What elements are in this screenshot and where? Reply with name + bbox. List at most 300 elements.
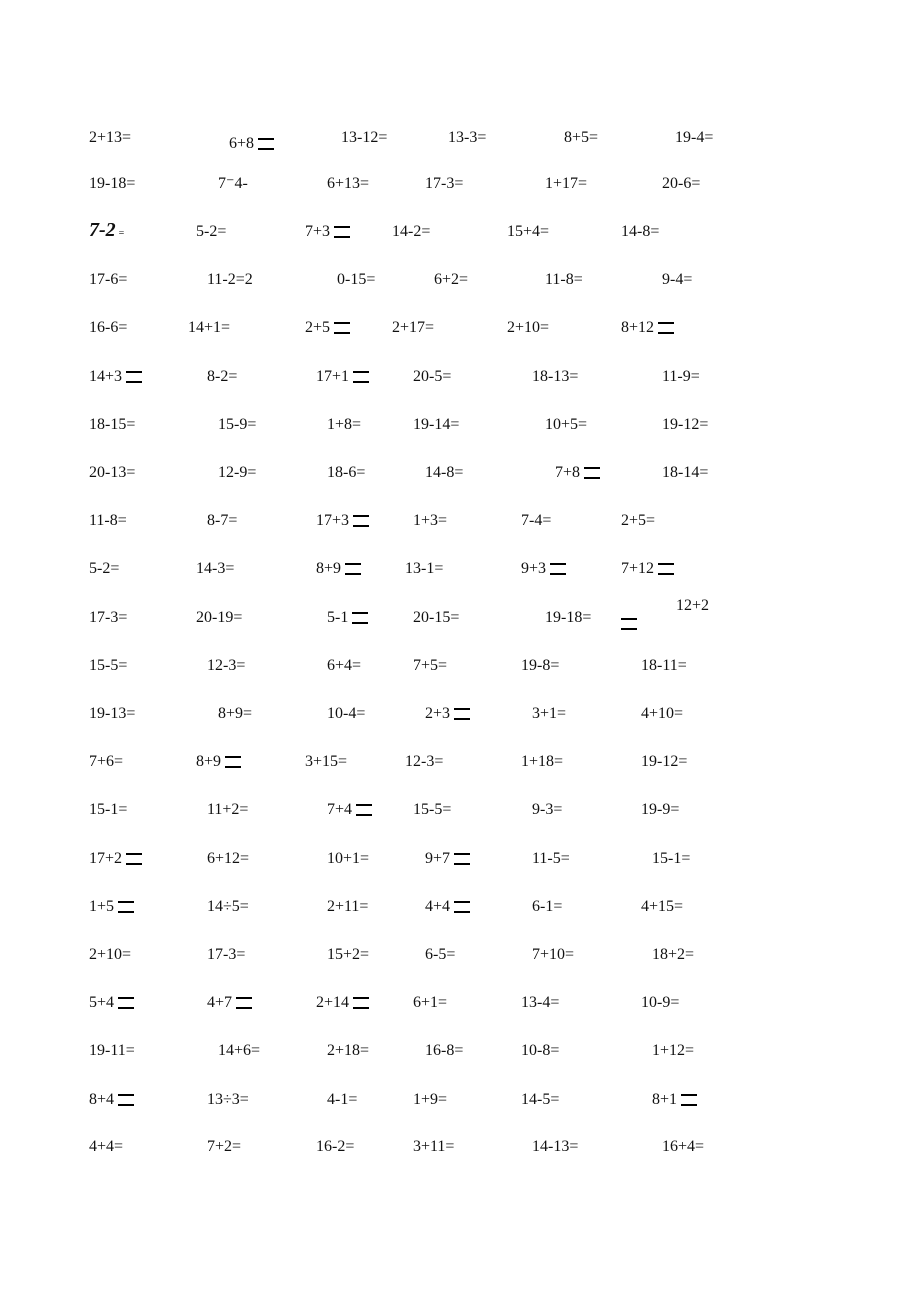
math-problem — [207, 270, 253, 290]
math-problem — [425, 174, 463, 194]
math-problem — [327, 1090, 357, 1110]
problem-text: 11-8= — [89, 512, 127, 529]
equals-bars-icon — [658, 322, 674, 334]
problem-text: 1+18= — [521, 753, 564, 770]
problem-text: 8+12 — [621, 319, 655, 336]
problem-row — [0, 415, 920, 445]
math-problem — [621, 511, 655, 531]
problem-text: 7-4= — [521, 512, 552, 529]
math-problem — [413, 1137, 454, 1157]
math-problem — [207, 897, 249, 917]
math-problem — [89, 128, 131, 148]
problem-text: 10-9= — [641, 994, 680, 1011]
problem-text: 6+2= — [434, 271, 469, 288]
math-problem — [89, 511, 127, 531]
problem-text: 13-4= — [521, 994, 560, 1011]
math-problem — [405, 752, 443, 772]
equals-bars-icon — [550, 563, 566, 575]
math-problem — [327, 463, 365, 483]
problem-text: 4+10= — [641, 705, 684, 722]
problem-text: 9+7 — [425, 850, 451, 867]
math-problem — [196, 559, 234, 579]
math-problem — [405, 559, 443, 579]
problem-text: 18-14= — [662, 464, 709, 481]
equals-bars-icon — [118, 901, 134, 913]
problem-text: 17+2 — [89, 850, 123, 867]
math-problem — [89, 993, 134, 1013]
math-problem — [305, 752, 347, 772]
problem-row — [0, 128, 920, 158]
problem-text: 2+5= — [621, 512, 656, 529]
problem-text: 8+9 — [316, 560, 342, 577]
math-problem — [316, 1137, 354, 1157]
problem-text: 2+14 — [316, 994, 350, 1011]
problem-text: 8+1 — [652, 1091, 678, 1108]
math-problem — [327, 1041, 369, 1061]
problem-text: 15-1= — [652, 850, 691, 867]
problem-text: 17-3= — [89, 609, 128, 626]
problem-text: 8+9 — [196, 753, 222, 770]
problem-text: 11-5= — [532, 850, 570, 867]
problem-text: 16+4= — [662, 1138, 705, 1155]
problem-text: 20-15= — [413, 609, 460, 626]
math-problem — [621, 559, 674, 579]
problem-text: 6+13= — [327, 175, 370, 192]
problem-text: 19-12= — [662, 416, 709, 433]
problem-text: 12-3= — [405, 753, 444, 770]
equals-bars-icon — [454, 853, 470, 865]
math-problem — [545, 415, 587, 435]
math-problem — [392, 222, 430, 242]
math-problem — [305, 222, 350, 242]
math-problem — [521, 752, 563, 772]
math-problem — [327, 174, 369, 194]
problem-text: 3+15= — [305, 753, 348, 770]
problem-text: 17-3= — [207, 946, 246, 963]
problem-text: 8+4 — [89, 1091, 115, 1108]
math-problem — [89, 270, 127, 290]
math-problem — [641, 800, 679, 820]
math-problem — [425, 849, 470, 869]
math-problem — [413, 415, 459, 435]
math-problem — [641, 656, 687, 676]
problem-text: 10+1= — [327, 850, 370, 867]
problem-text: 18+2= — [652, 946, 695, 963]
problem-text: 14-8= — [425, 464, 464, 481]
math-problem — [218, 704, 252, 724]
problem-row — [0, 270, 920, 300]
problem-text: 10+5= — [545, 416, 588, 433]
problem-text: 9-4= — [662, 271, 693, 288]
problem-text: 7+5= — [413, 657, 448, 674]
math-problem — [413, 800, 451, 820]
problem-row — [0, 597, 920, 638]
problem-text: 6-5= — [425, 946, 456, 963]
math-problem — [89, 1041, 135, 1061]
math-problem — [425, 897, 470, 917]
problem-text: 15-9= — [218, 416, 257, 433]
math-problem — [89, 463, 135, 483]
math-problem — [532, 1137, 578, 1157]
problem-text: 18-6= — [327, 464, 366, 481]
equals-bars-icon — [353, 515, 369, 527]
problem-text: 18-15= — [89, 416, 136, 433]
problem-row — [0, 174, 920, 204]
problem-text: 7+6= — [89, 753, 124, 770]
math-problem — [662, 415, 708, 435]
math-problem — [327, 704, 365, 724]
math-problem — [652, 1090, 697, 1110]
math-problem — [327, 800, 372, 820]
math-problem — [521, 1090, 559, 1110]
math-problem — [316, 367, 369, 387]
problem-text: 2+18= — [327, 1042, 370, 1059]
problem-text: 19-18= — [545, 609, 592, 626]
problem-text: 11-9= — [662, 368, 700, 385]
math-problem — [207, 367, 237, 387]
math-problem — [89, 367, 142, 387]
math-problem — [425, 1041, 463, 1061]
problem-text: 14-5= — [521, 1091, 560, 1108]
problem-row — [0, 219, 920, 252]
problem-text: 1+5 — [89, 898, 115, 915]
problem-text: 20-5= — [413, 368, 452, 385]
math-problem — [89, 752, 123, 772]
math-problem — [532, 897, 562, 917]
problem-text: 19-12= — [641, 753, 688, 770]
problem-text: 4+4 — [425, 898, 451, 915]
math-problem — [89, 318, 127, 338]
problem-text: 4+15= — [641, 898, 684, 915]
math-problem — [521, 559, 566, 579]
math-problem — [89, 174, 135, 194]
problem-text: 8+5= — [564, 129, 599, 146]
math-problem — [676, 596, 709, 616]
math-problem — [413, 511, 447, 531]
problem-text: 6-1= — [532, 898, 563, 915]
equals-bars-icon — [334, 322, 350, 334]
problem-row — [0, 945, 920, 975]
math-problem — [532, 800, 562, 820]
problem-text: 2+5 — [305, 319, 331, 336]
problem-text: 17+1 — [316, 368, 350, 385]
math-problem — [337, 270, 375, 290]
problem-row — [0, 800, 920, 830]
problem-text: 8-7= — [207, 512, 238, 529]
math-problem — [532, 849, 570, 869]
math-problem — [641, 752, 687, 772]
math-problem — [521, 993, 559, 1013]
problem-text: 14+6= — [218, 1042, 261, 1059]
equals-bars-icon — [225, 756, 241, 768]
math-problem — [652, 945, 694, 965]
problem-text: 15+2= — [327, 946, 370, 963]
problem-text: 5-1 — [327, 609, 349, 626]
equals-bars-icon — [584, 467, 600, 479]
equals-bars-icon — [126, 853, 142, 865]
math-problem — [89, 415, 135, 435]
problem-row — [0, 1041, 920, 1071]
math-problem — [425, 945, 455, 965]
equals-bars-icon — [236, 997, 252, 1009]
problem-text: 16-6= — [89, 319, 128, 336]
problem-row — [0, 463, 920, 493]
problem-text: 20-6= — [662, 175, 701, 192]
math-problem — [327, 849, 369, 869]
equals-bars-icon — [118, 1094, 134, 1106]
problem-text: 2+10= — [507, 319, 550, 336]
problem-text: 19-11= — [89, 1042, 135, 1059]
problem-text: 1+17= — [545, 175, 588, 192]
math-problem — [662, 463, 708, 483]
problem-text: 2+17= — [392, 319, 435, 336]
problem-text: 19-18= — [89, 175, 136, 192]
problem-text: 17-3= — [425, 175, 464, 192]
problem-text: 12+2 — [676, 597, 710, 614]
equals-bars-icon — [353, 371, 369, 383]
equals-bars-icon — [681, 1094, 697, 1106]
problem-text: 6+4= — [327, 657, 362, 674]
problem-text: 19-4= — [675, 129, 714, 146]
math-problem — [413, 1090, 447, 1110]
problem-text: 4+7 — [207, 994, 233, 1011]
math-problem — [305, 318, 350, 338]
math-problem — [89, 897, 134, 917]
math-problem — [207, 945, 245, 965]
equals-bars-icon — [258, 138, 274, 150]
math-problem — [218, 463, 256, 483]
problem-text: 7+10= — [532, 946, 575, 963]
problem-text: 13÷3= — [207, 1091, 249, 1108]
problem-row — [0, 849, 920, 879]
problem-text: 12-3= — [207, 657, 246, 674]
problem-text: 13-12= — [341, 129, 388, 146]
problem-text: 5+4 — [89, 994, 115, 1011]
problem-text: 20-19= — [196, 609, 243, 626]
problem-text: 7+2= — [207, 1138, 242, 1155]
math-problem — [641, 897, 683, 917]
math-problem — [521, 511, 551, 531]
math-problem — [196, 222, 226, 242]
math-problem — [652, 1041, 694, 1061]
math-problem — [425, 704, 470, 724]
math-problem — [641, 993, 679, 1013]
problem-text: 16-2= — [316, 1138, 355, 1155]
problem-text: 10-8= — [521, 1042, 560, 1059]
problem-text: 1+12= — [652, 1042, 695, 1059]
problem-text: 17-6= — [89, 271, 128, 288]
math-problem — [89, 220, 124, 244]
problem-row — [0, 367, 920, 397]
problem-text: 9+3 — [521, 560, 547, 577]
math-problem — [89, 849, 142, 869]
problem-text: 14-8= — [621, 223, 660, 240]
math-problem — [218, 415, 256, 435]
math-problem — [413, 367, 451, 387]
problem-text: 10-4= — [327, 705, 366, 722]
problem-text: 4-1= — [327, 1091, 358, 1108]
math-problem — [641, 704, 683, 724]
equals-bars-icon — [345, 563, 361, 575]
math-problem — [327, 608, 368, 628]
problem-row — [0, 752, 920, 782]
equals-bars-icon — [454, 901, 470, 913]
problem-text: 11+2= — [207, 801, 249, 818]
math-problem — [341, 128, 387, 148]
problem-text: 2+13= — [89, 129, 132, 146]
math-problem — [196, 608, 242, 628]
math-problem — [327, 415, 361, 435]
math-problem — [188, 318, 230, 338]
problem-text: 12-9= — [218, 464, 257, 481]
problem-text: 1+8= — [327, 416, 362, 433]
math-problem — [621, 222, 659, 242]
math-problem — [532, 367, 578, 387]
math-problem — [652, 849, 690, 869]
problem-text: 5-2= — [196, 223, 227, 240]
math-problem — [89, 704, 135, 724]
problem-text: 15+4= — [507, 223, 550, 240]
math-problem — [89, 1090, 134, 1110]
problem-text: 14÷5= — [207, 898, 249, 915]
problem-text: 1+9= — [413, 1091, 448, 1108]
problem-text: 19-9= — [641, 801, 680, 818]
problem-text: 3+11= — [413, 1138, 455, 1155]
math-problem — [675, 128, 713, 148]
problem-text: 7+12 — [621, 560, 655, 577]
problem-text: 15-5= — [413, 801, 452, 818]
math-problem — [316, 511, 369, 531]
problem-text: 19-14= — [413, 416, 460, 433]
problem-text: 13-1= — [405, 560, 444, 577]
math-problem — [207, 849, 249, 869]
problem-text: 2+11= — [327, 898, 369, 915]
problem-text: 14+1= — [188, 319, 231, 336]
math-problem — [545, 174, 587, 194]
math-problem — [229, 134, 274, 154]
problem-text: 16-8= — [425, 1042, 464, 1059]
problem-text: 14-3= — [196, 560, 235, 577]
math-problem — [327, 945, 369, 965]
problem-text: 19-13= — [89, 705, 136, 722]
problem-row — [0, 1090, 920, 1120]
math-problem — [662, 270, 692, 290]
problem-row — [0, 1137, 920, 1167]
math-problem — [507, 318, 549, 338]
math-problem — [413, 608, 459, 628]
math-problem — [207, 993, 252, 1013]
equals-bars-icon — [356, 804, 372, 816]
problem-text: 6+8 — [229, 135, 255, 152]
problem-text: 8-2= — [207, 368, 238, 385]
math-problem — [532, 704, 566, 724]
problem-row — [0, 656, 920, 686]
equals-bars-icon — [352, 612, 368, 624]
problem-text: 7-2 — [89, 219, 116, 241]
problem-text: 18-13= — [532, 368, 579, 385]
problem-text: 17+3 — [316, 512, 350, 529]
math-problem — [218, 174, 248, 194]
problem-text: 1+3= — [413, 512, 448, 529]
math-problem — [207, 1137, 241, 1157]
problem-text: 3+1= — [532, 705, 567, 722]
problem-text: 15-5= — [89, 657, 128, 674]
problem-text: 15-1= — [89, 801, 128, 818]
problem-text: 9-3= — [532, 801, 563, 818]
problem-text: 11-8= — [545, 271, 583, 288]
small-equals-sign: = — [118, 228, 125, 239]
problem-text: 8+9= — [218, 705, 253, 722]
problem-text: 7+3 — [305, 223, 331, 240]
math-problem — [521, 656, 559, 676]
problem-text: 5-2= — [89, 560, 120, 577]
math-problem — [413, 656, 447, 676]
math-problem — [196, 752, 241, 772]
problem-row — [0, 897, 920, 927]
math-problem — [207, 1090, 249, 1110]
math-problem — [521, 1041, 559, 1061]
problem-row — [0, 993, 920, 1023]
math-problem — [507, 222, 549, 242]
math-problem — [89, 559, 119, 579]
problem-text: 20-13= — [89, 464, 136, 481]
problem-text: 18-11= — [641, 657, 687, 674]
math-problem — [218, 1041, 260, 1061]
problem-text: 7⁻4- — [218, 175, 248, 192]
problem-text: 14-2= — [392, 223, 431, 240]
problem-text: 11-2=2 — [207, 271, 253, 288]
math-problem — [207, 800, 248, 820]
equals-bars-icon — [454, 708, 470, 720]
problem-row — [0, 511, 920, 541]
math-problem — [327, 897, 368, 917]
problem-text: 2+10= — [89, 946, 132, 963]
math-problem — [316, 993, 369, 1013]
math-problem — [89, 656, 127, 676]
math-problem — [425, 463, 463, 483]
problem-row — [0, 559, 920, 589]
math-problem — [662, 1137, 704, 1157]
math-problem — [89, 608, 127, 628]
math-problem — [413, 993, 447, 1013]
math-problem — [316, 559, 361, 579]
equals-bars-icon — [621, 618, 637, 630]
problem-text: 2+3 — [425, 705, 451, 722]
equals-bars-icon — [126, 371, 142, 383]
math-problem — [662, 367, 700, 387]
equals-bars-icon — [118, 997, 134, 1009]
equals-bars-icon — [334, 226, 350, 238]
problem-text: 6+1= — [413, 994, 448, 1011]
math-problem — [434, 270, 468, 290]
math-problem — [392, 318, 434, 338]
problem-text: 7+8 — [555, 464, 581, 481]
math-problem — [545, 608, 591, 628]
math-problem — [621, 318, 674, 338]
problem-text: 13-3= — [448, 129, 487, 146]
problem-text: 7+4 — [327, 801, 353, 818]
problem-text: 0-15= — [337, 271, 376, 288]
math-problem — [662, 174, 700, 194]
math-problem — [89, 1137, 123, 1157]
problem-row — [0, 318, 920, 348]
math-problem — [448, 128, 486, 148]
equals-bars-icon — [658, 563, 674, 575]
problem-row — [0, 704, 920, 734]
math-problem — [555, 463, 600, 483]
problem-text: 14+3 — [89, 368, 123, 385]
problem-text: 4+4= — [89, 1138, 124, 1155]
